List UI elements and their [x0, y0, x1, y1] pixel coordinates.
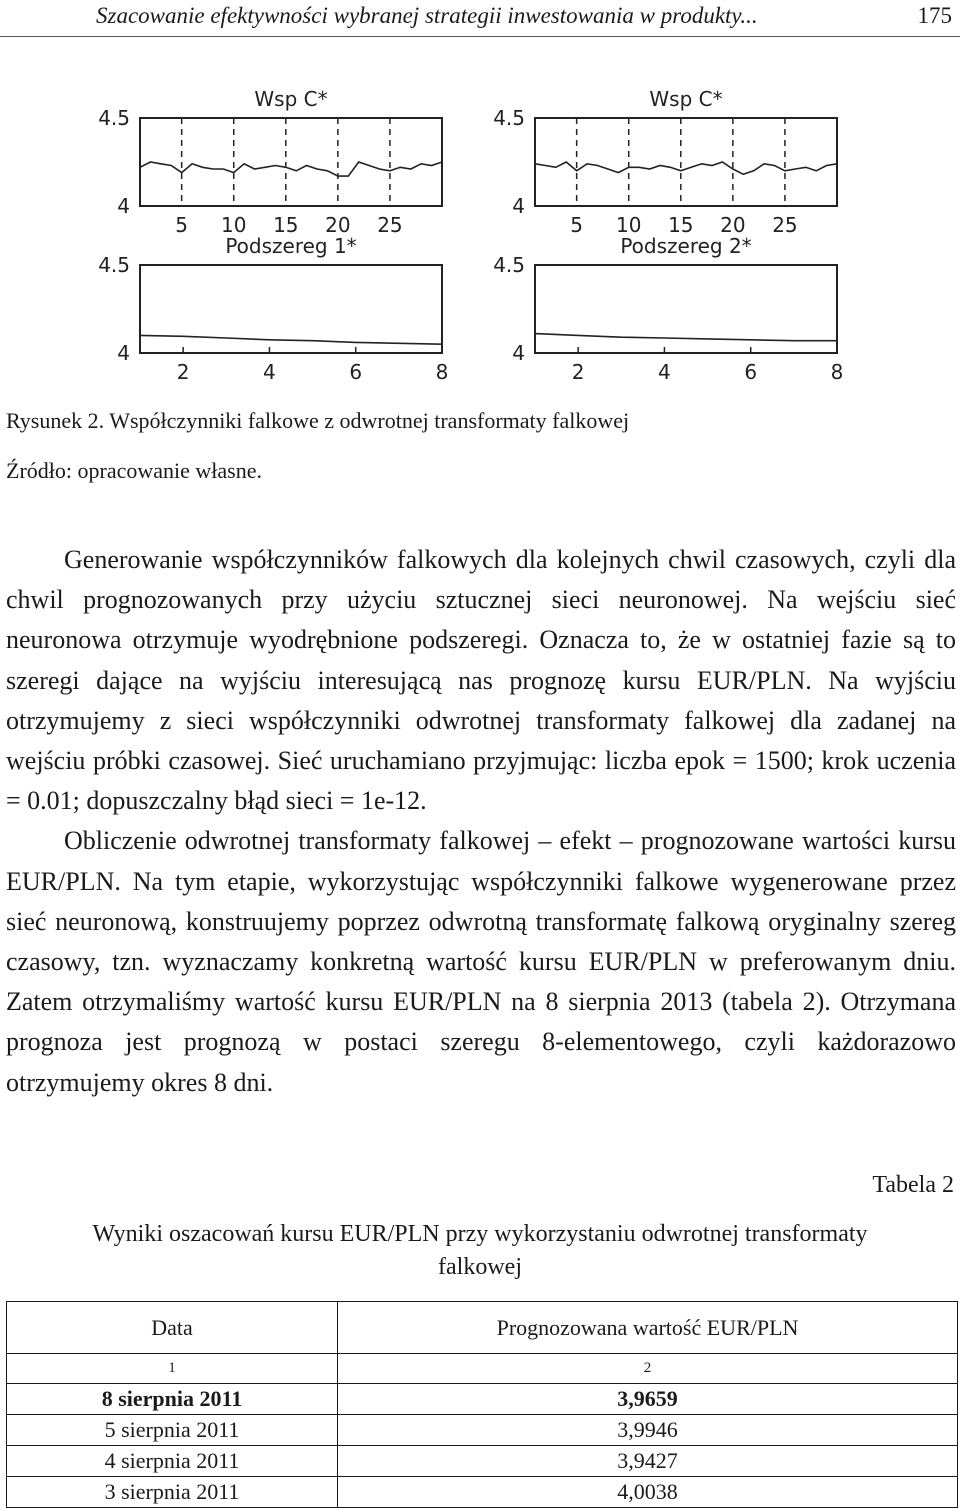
- column-number-row: [7, 1354, 958, 1384]
- x-tick-label: 25: [377, 213, 403, 237]
- plot-frame: [535, 265, 837, 353]
- running-header: [0, 0, 960, 37]
- wavelet-figure: [0, 60, 960, 390]
- series-line: [140, 335, 442, 344]
- x-tick-label: 10: [220, 213, 247, 237]
- plot-title: Podszereg 1*: [225, 234, 357, 258]
- x-tick-label: 15: [273, 213, 299, 237]
- table-label: Tabela 2: [872, 1172, 954, 1198]
- running-title: Szacowanie efektywności wybranej strategii inwestowania w produkty...: [96, 3, 758, 28]
- page-number: 175: [917, 3, 952, 28]
- plot-frame: [535, 118, 837, 206]
- x-tick-label: 25: [772, 213, 798, 237]
- table-row: [7, 1446, 958, 1477]
- y-tick-label: 4: [117, 341, 130, 365]
- y-tick-label: 4.5: [98, 253, 130, 277]
- x-tick-label: 20: [325, 213, 351, 237]
- body-text: [6, 540, 956, 1103]
- forecast-cell: 4,0038: [338, 1477, 958, 1508]
- x-tick-label: 20: [720, 213, 746, 237]
- date-cell: 8 sierpnia 2011: [7, 1384, 338, 1415]
- table-title: Wyniki oszacowań kursu EUR/PLN przy wykorzystaniu odwrotnej transformaty falkowej: [92, 1221, 868, 1280]
- x-tick-label: 2: [571, 360, 585, 384]
- paragraph-2: Obliczenie odwrotnej transformaty falkowej – efekt – prognozowane wartości kursu EUR/PLN. Na tym etapie, wykorzystując współczynniki falkowe wygenerowane przez sieć neuronową, konstruujemy poprzez odwrotną transformatę falkową oryginalny szereg czasowy, tzn. wyznaczamy konkretną wartość kursu EUR/PLN w preferowanym dniu. Zatem otrzymaliśmy wartość kursu EUR/PLN na 8 sierpnia 2013 (tabela 2). Otrzymana prognoza jest prognozą w postaci szeregu 8-elementowego, czyli każdorazowo otrzymujemy okres 8 dni.: [6, 826, 956, 1097]
- series-line: [535, 334, 837, 341]
- y-tick-label: 4.5: [493, 106, 525, 130]
- x-tick-label: 5: [570, 213, 584, 237]
- series-line: [140, 162, 442, 176]
- column-number: 1: [7, 1354, 338, 1384]
- forecast-cell: 3,9946: [338, 1415, 958, 1446]
- x-tick-label: 10: [615, 213, 642, 237]
- x-tick-label: 6: [744, 360, 758, 384]
- column-header-date: Data: [7, 1302, 338, 1354]
- plot-title: Wsp C*: [254, 87, 328, 111]
- table-header-row: [7, 1302, 958, 1354]
- column-number: 2: [338, 1354, 958, 1384]
- y-tick-label: 4.5: [98, 106, 130, 130]
- y-tick-label: 4: [512, 341, 525, 365]
- x-tick-label: 2: [176, 360, 190, 384]
- plot-title: Podszereg 2*: [620, 234, 752, 258]
- x-tick-label: 4: [263, 360, 276, 384]
- series-line: [535, 162, 837, 174]
- column-header-forecast: Prognozowana wartość EUR/PLN: [338, 1302, 958, 1354]
- x-tick-label: 5: [175, 213, 189, 237]
- y-tick-label: 4: [117, 194, 130, 218]
- y-tick-label: 4.5: [493, 253, 525, 277]
- table-row: [7, 1477, 958, 1508]
- paragraph-1: Generowanie współczynników falkowych dla kolejnych chwil czasowych, czyli dla chwil prognozowanych przy użyciu sztucznej sieci neuronowej. Na wejściu sieć neuronowa otrzymuje wyodrębnione podszeregi. Oznacza to, że w ostatniej fazie są to szeregi dające na wyjściu interesującą nas prognozę kursu EUR/PLN. Na wyjściu otrzymujemy z sieci współczynniki odwrotnej transformaty falkowej dla zadanej na wejściu próbki czasowej. Sieć uruchamiano przyjmując: liczba epok = 1500; krok uczenia = 0.01; dopuszczalny błąd sieci = 1e-12.: [6, 545, 956, 816]
- results-table: [6, 1301, 958, 1508]
- table-row: [7, 1415, 958, 1446]
- x-tick-label: 8: [830, 360, 844, 384]
- x-tick-label: 8: [435, 360, 449, 384]
- plot-frame: [140, 118, 442, 206]
- plot-title: Wsp C*: [649, 87, 723, 111]
- forecast-cell: 3,9427: [338, 1446, 958, 1477]
- x-tick-label: 6: [349, 360, 363, 384]
- x-tick-label: 4: [658, 360, 671, 384]
- date-cell: 4 sierpnia 2011: [7, 1446, 338, 1477]
- table-row: [7, 1384, 958, 1415]
- figure-caption: Rysunek 2. Współczynniki falkowe z odwrotnej transformaty falkowej: [6, 408, 630, 433]
- forecast-cell: 3,9659: [338, 1384, 958, 1415]
- x-tick-label: 15: [668, 213, 694, 237]
- figure-source: Źródło: opracowanie własne.: [6, 458, 262, 483]
- date-cell: 3 sierpnia 2011: [7, 1477, 338, 1508]
- date-cell: 5 sierpnia 2011: [7, 1415, 338, 1446]
- y-tick-label: 4: [512, 194, 525, 218]
